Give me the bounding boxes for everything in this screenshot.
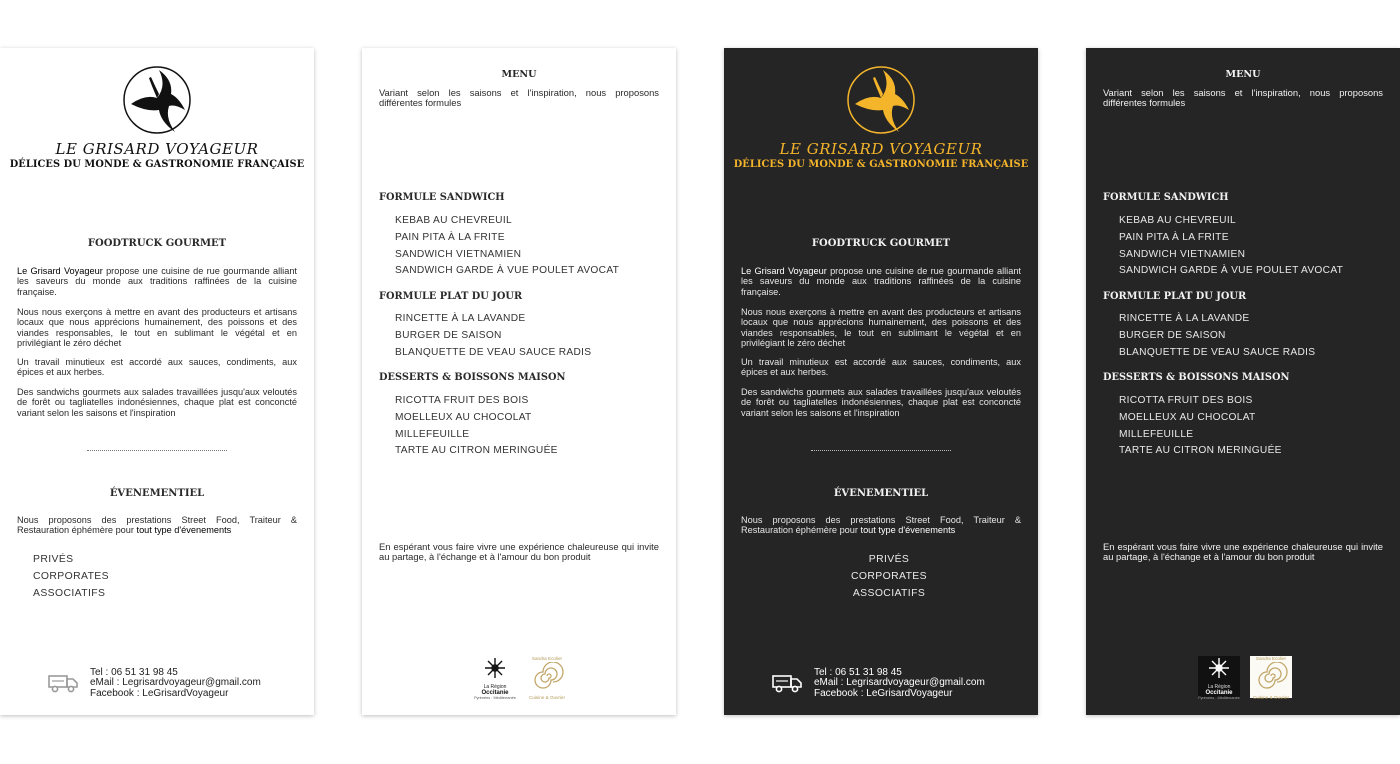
contact-tel: Tel : 06 51 31 98 45: [90, 667, 178, 678]
foodtruck-para-1: Le Grisard Voyageur propose une cuisine de rue gourmande alliant les saveurs du monde aux traditions raffinées de la cuisine française.: [741, 266, 1021, 297]
menu-item: KEBAB AU CHEVREUIL: [1119, 215, 1236, 226]
menu-item: MILLEFEUILLE: [395, 428, 470, 440]
menu-item: TARTE AU CITRON MERINGUÉE: [395, 445, 558, 457]
menu-section-items: [1119, 311, 1315, 361]
menu-item: SANDWICH GARDE À VUE POULET AVOCAT: [1119, 265, 1344, 277]
menu-item: KEBAB AU CHEVREUIL: [395, 215, 512, 226]
menu-item: MOELLEUX AU CHOCOLAT: [395, 411, 532, 423]
menu-item: RINCETTE À LA LAVANDE: [395, 313, 526, 324]
contact-facebook: Facebook : LeGrisardVoyageur: [814, 687, 953, 699]
menu-intro: Variant selon les saisons et l'inspiration, nous proposons différentes formules: [379, 87, 659, 109]
sandra-ecolier-logo: Sandra Ecolier Cuisine & Ouvrier: [526, 656, 568, 698]
crane-logo-icon: [121, 64, 193, 136]
menu-section-items: [1119, 393, 1282, 460]
foodtruck-para-3: Un travail minutieux est accordé aux sauces, condiments, aux épices et aux herbes.: [741, 357, 1021, 378]
menu-item: SANDWICH VIETNAMIEN: [1119, 248, 1246, 260]
menu-item: PAIN PITA À LA FRITE: [395, 231, 505, 243]
menu-item: RICOTTA FRUIT DES BOIS: [395, 395, 529, 406]
menu-item: BLANQUETTE DE VEAU SAUCE RADIS: [395, 346, 592, 358]
flyer-front-dark: [724, 48, 1038, 715]
menu-item: SANDWICH GARDE À VUE POULET AVOCAT: [395, 265, 620, 277]
flyer-menu-dark: [1086, 48, 1400, 715]
brand-inline: Le Grisard Voyageur: [741, 266, 827, 276]
contact-facebook: Facebook : LeGrisardVoyageur: [90, 687, 229, 699]
menu-section-items: [395, 213, 619, 280]
foodtruck-para-4: Des sandwichs gourmets aux salades travaillées jusqu'aux veloutés de forêt ou tagliatelles indonésiennes, chaque plat est conconcté variant selon les saisons et l'inspiration: [741, 387, 1021, 418]
contact-email: eMail : Legrisardvoyageur@gmail.com: [814, 677, 985, 689]
foodtruck-para-2: Nous nous exerçons à mettre en avant des producteurs et artisans locaux que nous apprécions humainement, des poissons et des viandes responsables, le tout en sublimant le végétal et en privilégiant le zéro déchet: [741, 307, 1021, 349]
menu-section-items: [395, 311, 591, 361]
spiral-icon: [1250, 662, 1292, 690]
menu-intro: Variant selon les saisons et l'inspiration, nous proposons différentes formules: [1103, 87, 1383, 109]
brand-tagline: DÉLICES DU MONDE & GASTRONOMIE FRANÇAISE: [9, 159, 305, 170]
menu-section-title: FORMULE SANDWICH: [379, 192, 505, 203]
menu-item: SANDWICH VIETNAMIEN: [395, 248, 522, 260]
flyer-front-light: [0, 48, 314, 715]
dotted-divider: [811, 450, 951, 451]
occitanie-logo: La Région Occitanie Pyrénées · Méditerranée: [1198, 656, 1240, 698]
menu-section-title: DESSERTS & BOISSONS MAISON: [1103, 372, 1290, 383]
menu-item: BURGER DE SAISON: [1119, 329, 1226, 341]
evenementiel-heading: ÉVENEMENTIEL: [109, 488, 205, 499]
menu-item: RICOTTA FRUIT DES BOIS: [1119, 395, 1253, 406]
occitanie-logo: La Région Occitanie Pyrénées · Méditerranée: [474, 656, 516, 698]
menu-title: MENU: [501, 69, 537, 80]
list-item: ASSOCIATIFS: [33, 588, 106, 599]
contact-tel: Tel : 06 51 31 98 45: [814, 667, 902, 678]
sandra-ecolier-logo: Sandra Ecolier Cuisine & Ouvrier: [1250, 656, 1292, 698]
list-item: PRIVÉS: [33, 554, 74, 565]
truck-icon: [48, 673, 78, 693]
menu-section-title: DESSERTS & BOISSONS MAISON: [379, 372, 566, 383]
occitanie-cross-icon: [1198, 656, 1240, 680]
menu-item: MOELLEUX AU CHOCOLAT: [1119, 411, 1256, 423]
foodtruck-para-2: Nous nous exerçons à mettre en avant des producteurs et artisans locaux que nous apprécions humainement, des poissons et des viandes responsables, le tout en sublimant le végétal et en privilégiant le zéro déchet: [17, 307, 297, 349]
foodtruck-para-4: Des sandwichs gourmets aux salades travaillées jusqu'aux veloutés de forêt ou tagliatelles indonésiennes, chaque plat est conconcté variant selon les saisons et l'inspiration: [17, 387, 297, 418]
menu-section-items: [1119, 213, 1343, 280]
contact-block: [814, 668, 985, 699]
menu-item: BLANQUETTE DE VEAU SAUCE RADIS: [1119, 346, 1316, 358]
menu-section-title: FORMULE PLAT DU JOUR: [379, 291, 523, 302]
foodtruck-heading: FOODTRUCK GOURMET: [87, 238, 227, 249]
foodtruck-para-1: Le Grisard Voyageur propose une cuisine de rue gourmande alliant les saveurs du monde aux traditions raffinées de la cuisine française.: [17, 266, 297, 297]
evenementiel-list: [724, 551, 1054, 602]
menu-closing: En espérant vous faire vivre une expérience chaleureuse qui invite au partage, à l'échange et à l'amour du bon produit: [1103, 541, 1383, 562]
evenementiel-intro: Nous proposons des prestations Street Food, Traiteur & Restauration éphémère pour tout type d'évenements: [17, 515, 297, 536]
evenementiel-list: [33, 551, 109, 602]
evenementiel-heading: ÉVENEMENTIEL: [833, 488, 929, 499]
spiral-icon: [526, 662, 568, 690]
list-item: CORPORATES: [851, 571, 927, 582]
brand-name: LE GRISARD VOYAGEUR: [779, 140, 983, 158]
evenementiel-intro: Nous proposons des prestations Street Food, Traiteur & Restauration éphémère pour tout type d'évenements: [741, 515, 1021, 536]
menu-section-items: [395, 393, 558, 460]
list-item: ASSOCIATIFS: [852, 588, 926, 599]
menu-item: RINCETTE À LA LAVANDE: [1119, 313, 1250, 324]
menu-title: MENU: [1225, 69, 1261, 80]
menu-item: PAIN PITA À LA FRITE: [1119, 231, 1229, 243]
brand-inline: Le Grisard Voyageur: [17, 266, 103, 276]
menu-item: BURGER DE SAISON: [395, 329, 502, 341]
menu-item: MILLEFEUILLE: [1119, 428, 1194, 440]
crane-logo-icon: [845, 64, 917, 136]
contact-block: [90, 668, 261, 699]
flyer-menu-light: [362, 48, 676, 715]
foodtruck-heading: FOODTRUCK GOURMET: [811, 238, 951, 249]
brand-tagline: DÉLICES DU MONDE & GASTRONOMIE FRANÇAISE: [733, 159, 1029, 170]
foodtruck-para-3: Un travail minutieux est accordé aux sauces, condiments, aux épices et aux herbes.: [17, 357, 297, 378]
occitanie-cross-icon: [474, 656, 516, 680]
brand-name: LE GRISARD VOYAGEUR: [55, 140, 259, 158]
menu-item: TARTE AU CITRON MERINGUÉE: [1119, 445, 1282, 457]
contact-email: eMail : Legrisardvoyageur@gmail.com: [90, 677, 261, 689]
list-item: CORPORATES: [33, 571, 109, 582]
list-item: PRIVÉS: [868, 554, 910, 565]
truck-icon: [772, 673, 802, 693]
dotted-divider: [87, 450, 227, 451]
menu-closing: En espérant vous faire vivre une expérience chaleureuse qui invite au partage, à l'échange et à l'amour du bon produit: [379, 541, 659, 562]
menu-section-title: FORMULE PLAT DU JOUR: [1103, 291, 1247, 302]
menu-section-title: FORMULE SANDWICH: [1103, 192, 1229, 203]
